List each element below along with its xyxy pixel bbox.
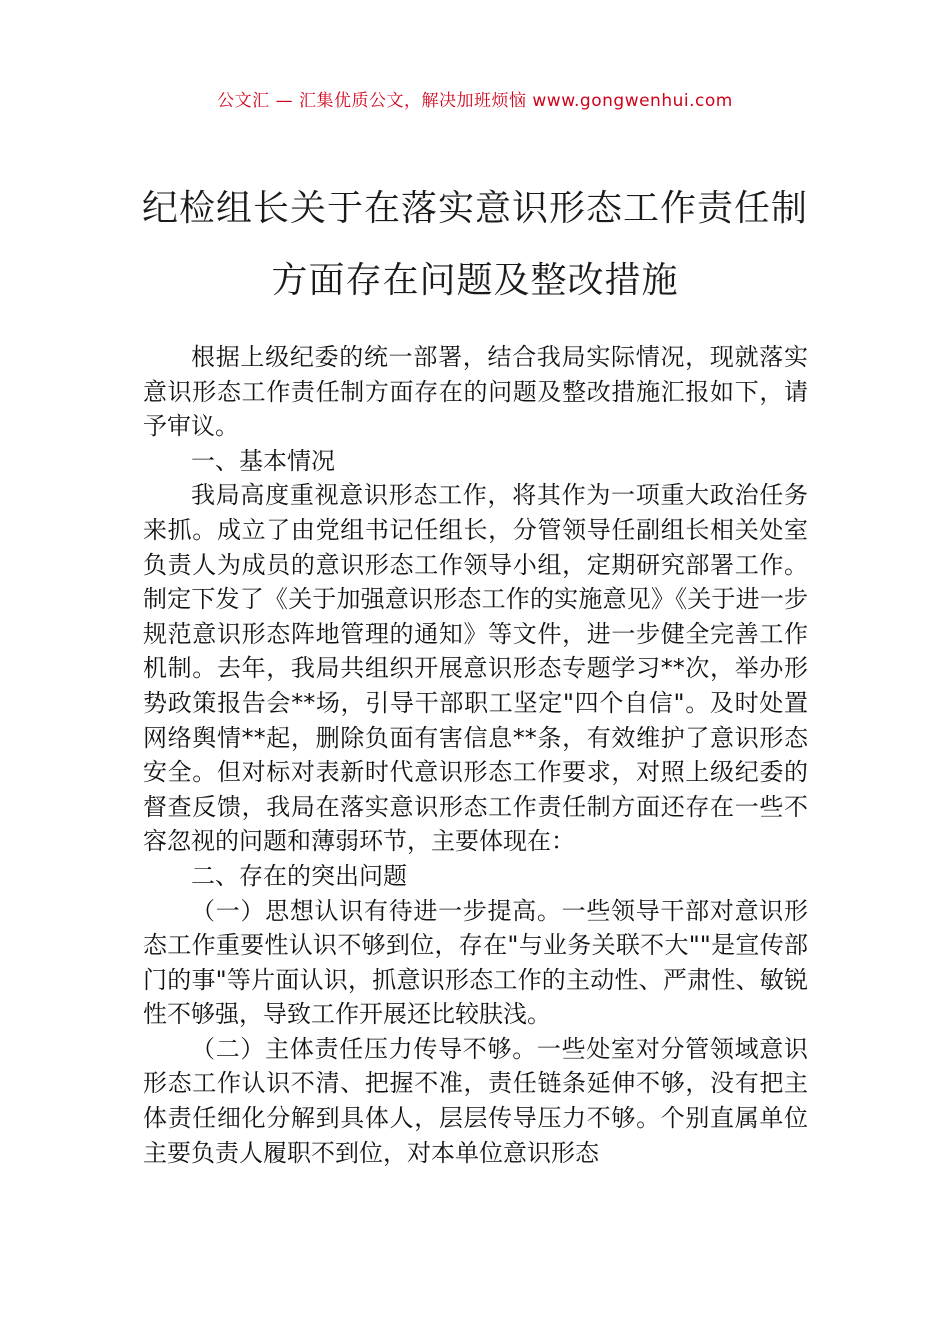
paragraph-basic-situation: 我局高度重视意识形态工作，将其作为一项重大政治任务来抓。成立了由党组书记任组长，分管领导任副组长相关处室负责人为成员的意识形态工作领导小组，定期研究部署工作。制定下发了《关于加强意识形态工作的实施意见》《关于进一步规范意识形态阵地管理的通知》等文件，进一步健全完善工作机制。去年，我局共组织开展意识形态专题学习**次，举办形势政策报告会**场，引导干部职工坚定"四个自信"。及时处置网络舆情**起，删除负面有害信息**条，有效维护了意识形态安全。但对标对表新时代意识形态工作要求，对照上级纪委的督查反馈，我局在落实意识形态工作责任制方面还存在一些不容忽视的问题和薄弱环节，主要体现在： (143, 481, 808, 856)
paragraph-intro: 根据上级纪委的统一部署，结合我局实际情况，现就落实意识形态工作责任制方面存在的问题及整改措施汇报如下，请予审议。 (143, 343, 808, 441)
section-heading-problems: 二、存在的突出问题 (191, 861, 407, 890)
paragraph-problem-1: （一）思想认识有待进一步提高。一些领导干部对意识形态工作重要性认识不够到位，存在"与业务关联不大""是宣传部门的事"等片面认识，抓意识形态工作的主动性、严肃性、敏锐性不够强，导致工作开展还比较肤浅。 (143, 896, 808, 1029)
section-heading-basic-situation: 一、基本情况 (191, 446, 335, 475)
document-title-line-1: 纪检组长关于在落实意识形态工作责任制 (141, 188, 808, 229)
document-title-line-2: 方面存在问题及整改措施 (271, 260, 679, 301)
site-banner: 公文汇 — 汇集优质公文，解决加班烦恼 www.gongwenhui.com (217, 91, 733, 111)
document-body (143, 340, 808, 1170)
paragraph-problem-2: （二）主体责任压力传导不够。一些处室对分管领域意识形态工作认识不清、把握不准，责任链条延伸不够，没有把主体责任细化分解到具体人，层层传导压力不够。个别直属单位主要负责人履职不到位，对本单位意识形态 (143, 1034, 808, 1167)
